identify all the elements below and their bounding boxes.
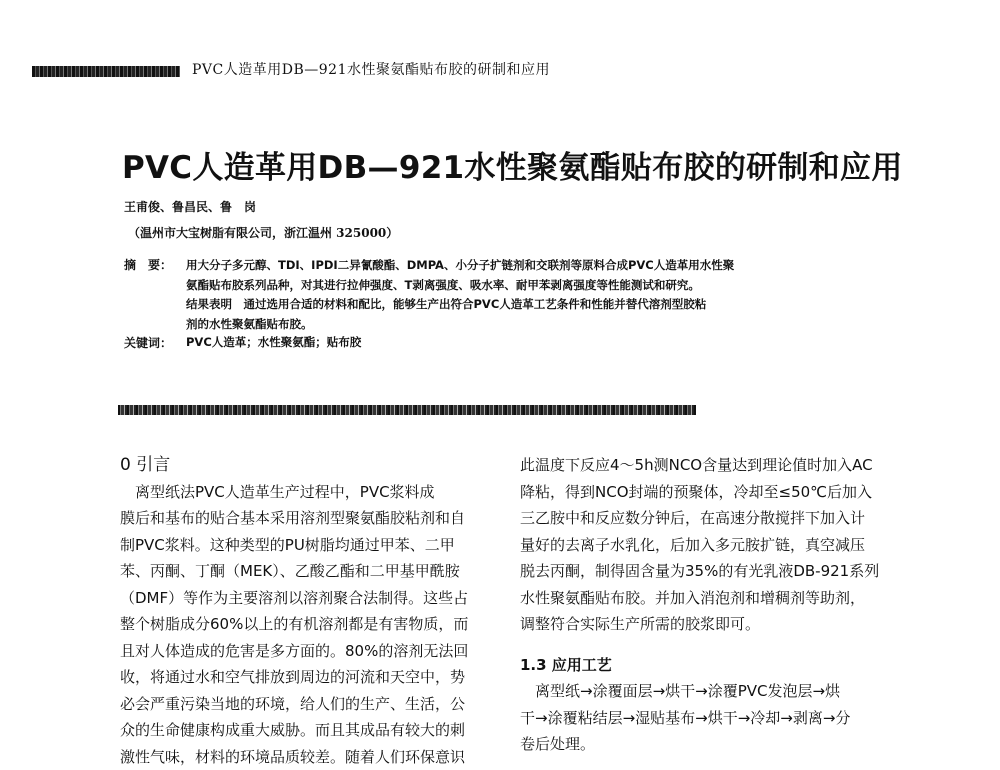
- spacer: [520, 638, 894, 652]
- body-line: 调整符合实际生产所需的胶浆即可。: [520, 611, 894, 638]
- subsection-heading: 1.3 应用工艺: [520, 652, 894, 679]
- abstract-label: 摘 要：: [124, 256, 172, 273]
- body-line: 干→涂覆粘结层→湿贴基布→烘干→冷却→剥离→分: [520, 705, 894, 732]
- abstract-text: [186, 256, 826, 334]
- body-line: 水性聚氨酯贴布胶。并加入消泡剂和增稠剂等助剂，: [520, 585, 894, 612]
- abstract-line: 氨酯贴布胶系列品种，对其进行拉伸强度、T剥离强度、吸水率、耐甲苯剥离强度等性能测试和研究。: [186, 276, 826, 296]
- body-line: 离型纸→涂覆面层→烘干→涂覆PVC发泡层→烘: [520, 678, 894, 705]
- keywords-text: PVC人造革；水性聚氨酯；贴布胶: [186, 334, 361, 350]
- body-line: 制PVC浆料。这种类型的PU树脂均通过甲苯、二甲: [120, 532, 492, 559]
- section-heading: 0 引言: [120, 452, 492, 479]
- keywords-label: 关键词：: [124, 334, 172, 351]
- affiliation: （温州市大宝树脂有限公司，浙江温州 325000）: [128, 224, 398, 241]
- body-line: （DMF）等作为主要溶剂以溶剂聚合法制得。这些占: [120, 585, 492, 612]
- body-line: 卷后处理。: [520, 731, 894, 758]
- body-line: 必会严重污染当地的环境，给人们的生产、生活，公: [120, 691, 492, 718]
- body-line: 离型纸法PVC人造革生产过程中，PVC浆料成: [120, 479, 492, 506]
- body-line: 此温度下反应4～5h测NCO含量达到理论值时加入AC: [520, 452, 894, 479]
- body-line: 苯、丙酮、丁酮（MEK）、乙酸乙酯和二甲基甲酰胺: [120, 558, 492, 585]
- section-divider: [118, 405, 696, 415]
- body-line: 收，将通过水和空气排放到周边的河流和天空中，势: [120, 664, 492, 691]
- right-column: [520, 452, 894, 758]
- abstract-line: 用大分子多元醇、TDI、IPDI二异氰酸酯、DMPA、小分子扩链剂和交联剂等原料合成PVC人造革用水性聚: [186, 256, 826, 276]
- body-line: 三乙胺中和反应数分钟后，在高速分散搅拌下加入计: [520, 505, 894, 532]
- authors: 王甫俊、鲁昌民、鲁 岗: [124, 198, 256, 215]
- body-line: 膜后和基布的贴合基本采用溶剂型聚氨酯胶粘剂和自: [120, 505, 492, 532]
- left-column: [120, 452, 492, 770]
- body-line: 脱去丙酮，制得固含量为35%的有光乳液DB-921系列: [520, 558, 894, 585]
- body-line: 整个树脂成分60%以上的有机溶剂都是有害物质，而: [120, 611, 492, 638]
- running-head: PVC人造革用DB—921水性聚氨酯贴布胶的研制和应用: [192, 59, 550, 79]
- paper-title: PVC人造革用DB—921水性聚氨酯贴布胶的研制和应用: [122, 142, 903, 187]
- running-head-decoration: [32, 66, 180, 77]
- abstract-line: 剂的水性聚氨酯贴布胶。: [186, 315, 826, 335]
- body-line: 且对人体造成的危害是多方面的。80%的溶剂无法回: [120, 638, 492, 665]
- body-line: 降粘，得到NCO封端的预聚体，冷却至≤50℃后加入: [520, 479, 894, 506]
- abstract-line: 结果表明 通过选用合适的材料和配比，能够生产出符合PVC人造革工艺条件和性能并替代溶剂型胶粘: [186, 295, 826, 315]
- body-line: 众的生命健康构成重大威胁。而且其成品有较大的刺: [120, 717, 492, 744]
- body-line: 量好的去离子水乳化，后加入多元胺扩链，真空减压: [520, 532, 894, 559]
- body-line: 激性气味，材料的环境品质较差。随着人们环保意识: [120, 744, 492, 770]
